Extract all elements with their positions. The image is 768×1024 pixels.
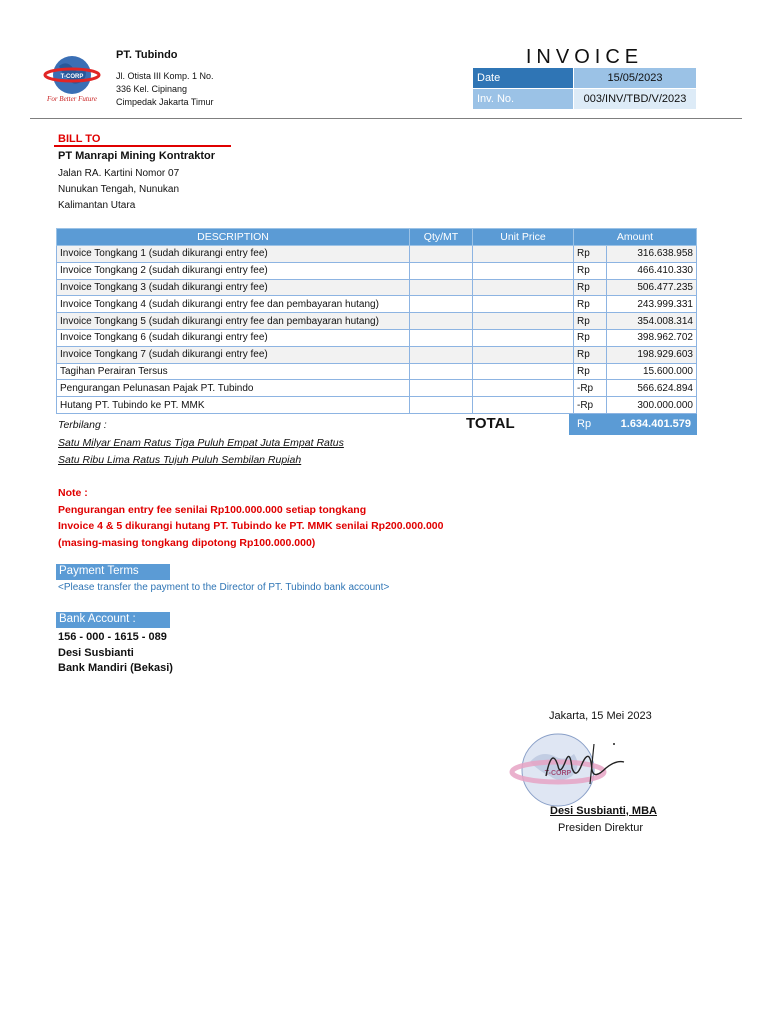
- item-description: Invoice Tongkang 5 (sudah dikurangi entry fee dan pembayaran hutang): [57, 313, 410, 330]
- item-unit-price: [473, 397, 574, 414]
- item-qty: [410, 246, 473, 263]
- item-unit-price: [473, 279, 574, 296]
- item-unit-price: [473, 296, 574, 313]
- item-currency: Rp: [574, 313, 607, 330]
- bank-name: Bank Mandiri (Bekasi): [58, 662, 173, 674]
- table-row: [57, 246, 697, 263]
- invoice-meta-table: [472, 67, 697, 110]
- table-row: [57, 262, 697, 279]
- bank-details: [58, 630, 173, 677]
- item-amount: 15.600.000: [607, 363, 697, 380]
- item-description: Pengurangan Pelunasan Pajak PT. Tubindo: [57, 380, 410, 397]
- company-address-line: Jl. Otista III Komp. 1 No.: [116, 71, 214, 81]
- item-description: Hutang PT. Tubindo ke PT. MMK: [57, 397, 410, 414]
- table-header-row: [57, 229, 697, 246]
- invoice-date-row: [473, 68, 697, 89]
- table-row: [57, 346, 697, 363]
- column-header-unit-price: Unit Price: [473, 229, 574, 246]
- note-line: (masing-masing tongkang dipotong Rp100.000.000): [58, 536, 316, 549]
- company-address-line: 336 Kel. Cipinang: [116, 84, 188, 94]
- invoice-items-table: [56, 228, 697, 414]
- table-row: [57, 397, 697, 414]
- company-name: PT. Tubindo: [116, 49, 178, 61]
- stamp-text: T-CORP: [544, 770, 572, 777]
- invoice-number-row: [473, 89, 697, 110]
- signer-name: Desi Susbianti, MBA: [550, 805, 657, 817]
- item-qty: [410, 329, 473, 346]
- item-unit-price: [473, 346, 574, 363]
- item-description: Invoice Tongkang 7 (sudah dikurangi entry fee): [57, 346, 410, 363]
- payment-terms-text: <Please transfer the payment to the Director of PT. Tubindo bank account>: [58, 582, 390, 593]
- client-address-line: Kalimantan Utara: [58, 200, 136, 211]
- total-amount: 1.634.401.579: [620, 418, 691, 430]
- item-qty: [410, 262, 473, 279]
- company-logo: [34, 48, 112, 108]
- item-currency: Rp: [574, 363, 607, 380]
- company-stamp-signature: [506, 732, 666, 808]
- logo-text: T-CORP: [60, 74, 84, 80]
- signer-title: Presiden Direktur: [558, 822, 643, 834]
- client-address-line: Nunukan Tengah, Nunukan: [58, 184, 180, 195]
- invoice-title: INVOICE: [525, 46, 644, 68]
- note-line: Invoice 4 & 5 dikurangi hutang PT. Tubindo ke PT. MMK senilai Rp200.000.000: [58, 520, 444, 532]
- client-address-line: Jalan RA. Kartini Nomor 07: [58, 168, 180, 179]
- table-row: [57, 279, 697, 296]
- item-unit-price: [473, 246, 574, 263]
- item-amount: 300.000.000: [607, 397, 697, 414]
- invoice-date-label: Date: [473, 68, 574, 89]
- note-label: Note :: [58, 487, 88, 499]
- item-amount: 466.410.330: [607, 262, 697, 279]
- item-unit-price: [473, 363, 574, 380]
- column-header-qty: Qty/MT: [410, 229, 473, 246]
- item-qty: [410, 363, 473, 380]
- table-row: [57, 329, 697, 346]
- item-qty: [410, 296, 473, 313]
- company-address: [116, 70, 214, 109]
- item-amount: 398.962.702: [607, 329, 697, 346]
- item-description: Invoice Tongkang 2 (sudah dikurangi entry fee): [57, 262, 410, 279]
- invoice-number-value: 003/INV/TBD/V/2023: [574, 89, 697, 110]
- company-address-line: Cimpedak Jakarta Timur: [116, 97, 214, 107]
- item-amount: 566.624.894: [607, 380, 697, 397]
- bill-to-underline: [54, 145, 231, 147]
- bank-account-number: 156 - 000 - 1615 - 089: [58, 631, 167, 643]
- item-description: Tagihan Perairan Tersus: [57, 363, 410, 380]
- item-amount: 243.999.331: [607, 296, 697, 313]
- item-currency: -Rp: [574, 380, 607, 397]
- item-currency: Rp: [574, 262, 607, 279]
- table-row: [57, 380, 697, 397]
- item-qty: [410, 313, 473, 330]
- bill-to-label: BILL TO: [58, 133, 101, 145]
- item-currency: -Rp: [574, 397, 607, 414]
- table-row: [57, 296, 697, 313]
- item-currency: Rp: [574, 296, 607, 313]
- item-currency: Rp: [574, 329, 607, 346]
- item-qty: [410, 380, 473, 397]
- note-block: [58, 485, 444, 551]
- logo-tagline: For Better Future: [47, 95, 97, 103]
- amount-in-words-line: Satu Milyar Enam Ratus Tiga Puluh Empat Juta Empat Ratus: [58, 437, 344, 449]
- item-description: Invoice Tongkang 1 (sudah dikurangi entry fee): [57, 246, 410, 263]
- header-divider: [30, 118, 742, 119]
- client-address: [58, 166, 179, 214]
- item-qty: [410, 346, 473, 363]
- item-unit-price: [473, 380, 574, 397]
- item-unit-price: [473, 262, 574, 279]
- total-label: TOTAL: [466, 415, 515, 432]
- bank-account-label: Bank Account :: [56, 612, 170, 628]
- payment-terms-label: Payment Terms: [56, 564, 170, 580]
- item-unit-price: [473, 329, 574, 346]
- item-currency: Rp: [574, 246, 607, 263]
- column-header-description: DESCRIPTION: [57, 229, 410, 246]
- table-row: [57, 313, 697, 330]
- column-header-amount: Amount: [574, 229, 697, 246]
- terbilang-label: Terbilang :: [58, 419, 107, 431]
- item-amount: 506.477.235: [607, 279, 697, 296]
- item-amount: 316.638.958: [607, 246, 697, 263]
- item-currency: Rp: [574, 279, 607, 296]
- item-description: Invoice Tongkang 3 (sudah dikurangi entry fee): [57, 279, 410, 296]
- client-name: PT Manrapi Mining Kontraktor: [58, 150, 216, 162]
- item-amount: 354.008.314: [607, 313, 697, 330]
- table-row: [57, 363, 697, 380]
- item-qty: [410, 279, 473, 296]
- item-description: Invoice Tongkang 6 (sudah dikurangi entry fee): [57, 329, 410, 346]
- signature-place-date: Jakarta, 15 Mei 2023: [549, 710, 652, 722]
- item-currency: Rp: [574, 346, 607, 363]
- invoice-number-label: Inv. No.: [473, 89, 574, 110]
- bank-account-holder: Desi Susbianti: [58, 646, 134, 659]
- total-currency: Rp: [577, 418, 592, 430]
- item-unit-price: [473, 313, 574, 330]
- amount-in-words-line: Satu Ribu Lima Ratus Tujuh Puluh Sembilan Rupiah: [58, 454, 302, 466]
- note-line: Pengurangan entry fee senilai Rp100.000.000 setiap tongkang: [58, 503, 367, 516]
- invoice-date-value: 15/05/2023: [574, 68, 697, 89]
- total-amount-box: [569, 414, 697, 435]
- item-amount: 198.929.603: [607, 346, 697, 363]
- item-qty: [410, 397, 473, 414]
- item-description: Invoice Tongkang 4 (sudah dikurangi entry fee dan pembayaran hutang): [57, 296, 410, 313]
